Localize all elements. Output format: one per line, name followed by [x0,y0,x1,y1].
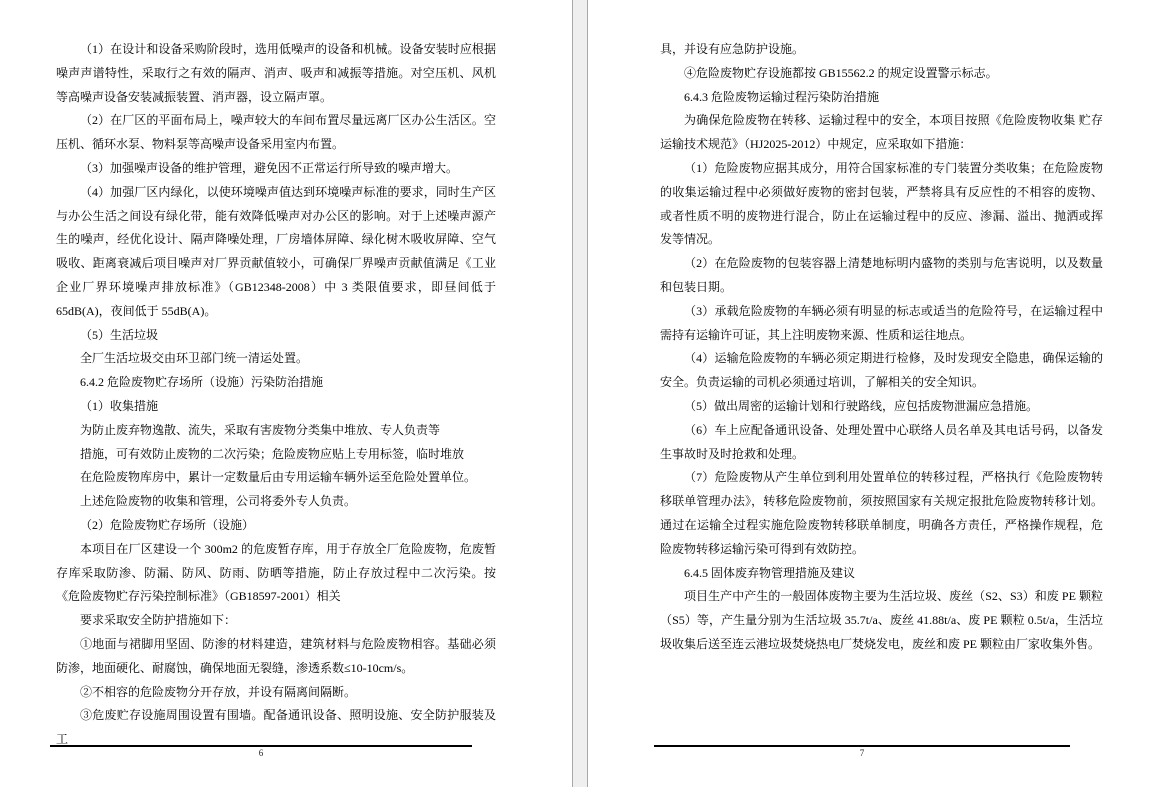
paragraph: （4）运输危险废物的车辆必须定期进行检修，及时发现安全隐患，确保运输的安全。负责运输的司机必须通过培训，了解相关的安全知识。 [660,351,1103,390]
paragraph: 全厂生活垃圾交由环卫部门统一清运处置。 [80,351,309,366]
paragraph: ①地面与裙脚用坚固、防渗的材料建造，建筑材料与危险废物相容。基础必须防渗，地面硬化、耐腐蚀，确保地面无裂缝，渗透系数≤10-10cm/s。 [56,636,496,675]
paragraph: 6.4.2 危险废物贮存场所（设施）污染防治措施 [80,375,324,390]
paragraph: （2）危险废物贮存场所（设施） [80,517,255,532]
paragraph: （6）车上应配备通讯设备、处理处置中心联络人员名单及其电话号码，以备发生事故时及时抢救和处理。 [660,422,1103,461]
paragraph: 为确保危险废物在转移、运输过程中的安全，本项目按照《危险废物收集 贮存 运输技术规范》（HJ2025-2012）中规定，应采取如下措施： [660,113,1103,152]
page-7 [588,0,1168,787]
paragraph: 措施，可有效防止废物的二次污染；危险废物应贴上专用标签，临时堆放 [80,446,465,461]
paragraph: 上述危险废物的收集和管理，公司将委外专人负责。 [80,494,357,509]
paragraph: 在危险废物库房中，累计一定数量后由专用运输车辆外运至危险处置单位。 [80,470,477,485]
page-6 [0,0,572,787]
paragraph: 项目生产中产生的一般固体废物主要为生活垃圾、废丝（S2、S3）和废 PE 颗粒（S5）等，产生量分别为生活垃圾 35.7t/a、废丝 41.88t/a、废 PE 颗粒 0.5t/a，生活垃圾收集后送至连云港垃圾焚烧热电厂焚烧发电，废丝和废 PE 颗粒由厂家收集外售。 [660,589,1103,651]
paragraph: ②不相容的危险废物分开存放，并设有隔离间隔断。 [80,684,357,699]
paragraph: （7）危险废物从产生单位到利用处置单位的转移过程，严格执行《危险废物转移联单管理办法》，转移危险废物前，须按照国家有关规定报批危险废物转移计划。通过在运输全过程实施危险废物转移联单制度，明确各方责任，严格操作规程，危险废物转移运输污染可得到有效防控。 [660,470,1103,556]
paragraph: 本项目在厂区建设一个 300m2 的危废暂存库，用于存放全厂危险废物，危废暂存库采取防渗、防漏、防风、防雨、防晒等措施，防止存放过程中二次污染。按《危险废物贮存污染控制标准》（GB18597-2001）相关 [56,541,496,604]
paragraph: ④危险废物贮存设施都按 GB15562.2 的规定设置警示标志。 [684,65,998,80]
paragraph: （5）做出周密的运输计划和行驶路线，应包括废物泄漏应急措施。 [684,398,1039,413]
paragraph: （3）加强噪声设备的维护管理，避免因不正常运行所导致的噪声增大。 [80,160,459,175]
page-6-content [0,0,572,752]
paragraph: （1）在设计和设备采购阶段时，选用低噪声的设备和机械。设备安装时应根据噪声声谱特性，采取行之有效的隔声、消声、吸声和减振等措施。对空压机、风机等高噪声设备安装减振装置、消声器，设立隔声罩。 [56,42,496,104]
paragraph: （2）在危险废物的包装容器上清楚地标明内盛物的类别与危害说明，以及数量和包装日期。 [660,256,1103,294]
page-gap [572,0,588,787]
paragraph: （3）承载危险废物的车辆必须有明显的标志或适当的危险符号，在运输过程中需持有运输许可证，其上注明废物来源、性质和运往地点。 [660,303,1103,342]
paragraph: 要求采取安全防护措施如下： [80,613,237,628]
page-number: 7 [859,748,865,758]
paragraph: 6.4.5 固体废弃物管理措施及建议 [684,565,856,580]
paragraph: （1）危险废物应据其成分，用符合国家标准的专门装置分类收集；在危险废物的收集运输过程中必须做好废物的密封包装，严禁将具有反应性的不相容的废物、或者性质不明的废物进行混合，防止在运输过程中的反应、渗漏、溢出、抛洒或挥发等情况。 [660,160,1103,247]
paragraph: （2）在厂区的平面布局上，噪声较大的车间布置尽量远离厂区办公生活区。空压机、循环水泵、物料泵等高噪声设备采用室内布置。 [56,113,496,152]
paragraph: （4）加强厂区内绿化，以使环境噪声值达到环境噪声标准的要求，同时生产区与办公生活之间设有绿化带，能有效降低噪声对办公区的影响。对于上述噪声源产生的噪声，经优化设计、隔声降噪处理，厂房墙体屏障、绿化树木吸收屏障、空气吸收、距离衰减后项目噪声对厂界贡献值较小，可确保厂界噪声贡献值满足《工业企业厂界环境噪声排放标准》（GB12348-2008）中 3 类限值要求，即昼间低于 65dB(A)，夜间低于 55dB(A)。 [56,184,496,318]
page-6-footer [50,745,472,761]
page-7-footer [654,745,1070,761]
paragraph: （5）生活垃圾 [80,327,159,342]
paragraph: 为防止废弃物逸散、流失，采取有害废物分类集中堆放、专人负责等 [80,422,441,437]
paragraph: 6.4.3 危险废物运输过程污染防治措施 [684,89,880,104]
paragraph: 具，并设有应急防护设施。 [660,42,805,56]
page-number: 6 [258,748,264,758]
page-7-content [588,0,1168,657]
paragraph: ③危废贮存设施周围设置有围墙。配备通讯设备、照明设施、安全防护服装及工 [56,708,496,747]
paragraph: （1）收集措施 [80,398,159,413]
